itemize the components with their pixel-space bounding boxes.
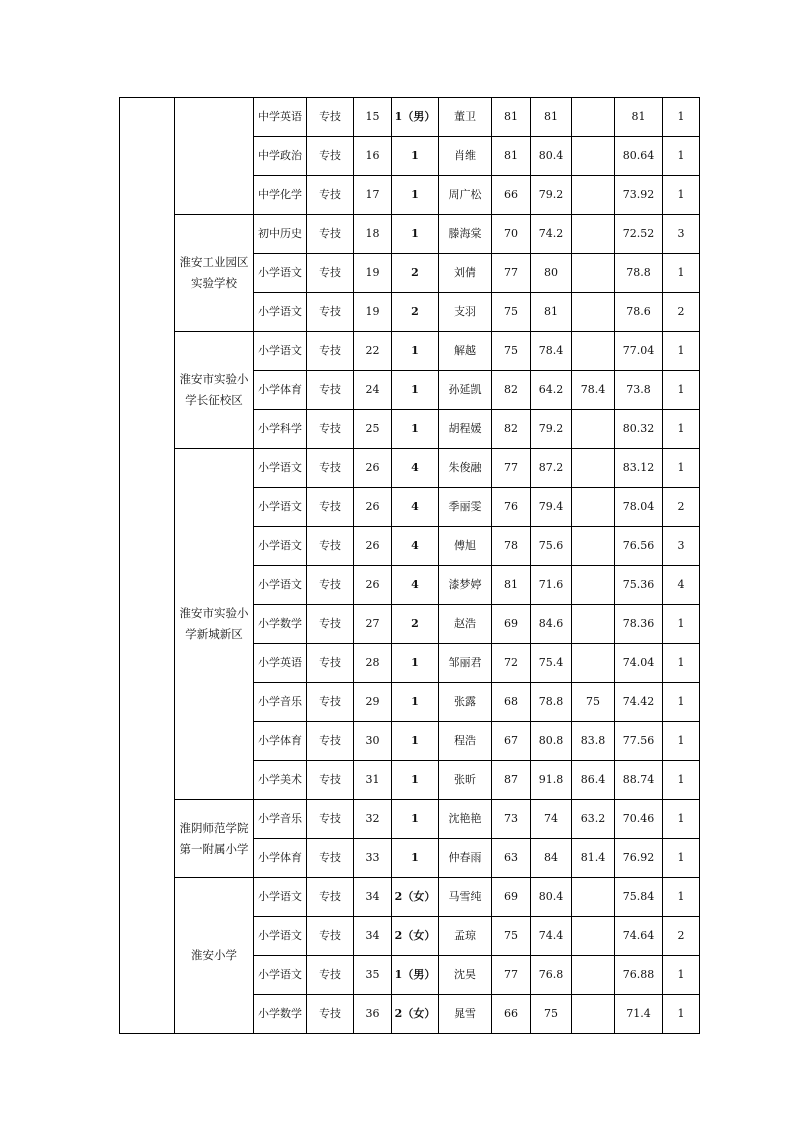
candidate-name-cell: 周广松 — [439, 176, 492, 215]
candidate-name-cell: 朱俊融 — [439, 449, 492, 488]
skill-score-cell — [572, 254, 615, 293]
total-score-cell: 74.42 — [615, 683, 663, 722]
quota-cell: 2（女） — [392, 917, 439, 956]
type-cell: 专技 — [307, 215, 354, 254]
type-cell: 专技 — [307, 839, 354, 878]
skill-score-cell — [572, 215, 615, 254]
post-number-cell: 26 — [354, 488, 392, 527]
skill-score-cell: 86.4 — [572, 761, 615, 800]
written-score-cell: 70 — [492, 215, 531, 254]
total-score-cell: 74.64 — [615, 917, 663, 956]
total-score-cell: 75.36 — [615, 566, 663, 605]
skill-score-cell — [572, 644, 615, 683]
interview-score-cell: 75.4 — [531, 644, 572, 683]
written-score-cell: 69 — [492, 605, 531, 644]
total-score-cell: 80.32 — [615, 410, 663, 449]
school-name-cell: 淮安市实验小学长征校区 — [175, 332, 254, 449]
written-score-cell: 77 — [492, 254, 531, 293]
rank-cell: 2 — [663, 293, 700, 332]
school-name-cell: 淮安小学 — [175, 878, 254, 1034]
rank-cell: 3 — [663, 215, 700, 254]
written-score-cell: 82 — [492, 371, 531, 410]
quota-cell: 1（男） — [392, 956, 439, 995]
total-score-cell: 81 — [615, 98, 663, 137]
interview-score-cell: 80.4 — [531, 137, 572, 176]
rank-cell: 1 — [663, 800, 700, 839]
rank-cell: 1 — [663, 605, 700, 644]
interview-score-cell: 81 — [531, 293, 572, 332]
candidate-name-cell: 程浩 — [439, 722, 492, 761]
rank-cell: 1 — [663, 683, 700, 722]
total-score-cell: 75.84 — [615, 878, 663, 917]
skill-score-cell — [572, 137, 615, 176]
subject-cell: 中学英语 — [254, 98, 307, 137]
quota-cell: 1 — [392, 839, 439, 878]
total-score-cell: 78.36 — [615, 605, 663, 644]
rank-cell: 1 — [663, 371, 700, 410]
written-score-cell: 68 — [492, 683, 531, 722]
total-score-cell: 70.46 — [615, 800, 663, 839]
subject-cell: 小学数学 — [254, 605, 307, 644]
quota-cell: 1 — [392, 800, 439, 839]
subject-cell: 小学语文 — [254, 449, 307, 488]
table-body — [120, 98, 700, 1034]
total-score-cell: 77.56 — [615, 722, 663, 761]
interview-score-cell: 74.2 — [531, 215, 572, 254]
subject-cell: 中学化学 — [254, 176, 307, 215]
quota-cell: 2 — [392, 254, 439, 293]
results-table — [119, 97, 700, 1034]
candidate-name-cell: 滕海棠 — [439, 215, 492, 254]
post-number-cell: 17 — [354, 176, 392, 215]
total-score-cell: 76.92 — [615, 839, 663, 878]
type-cell: 专技 — [307, 566, 354, 605]
type-cell: 专技 — [307, 605, 354, 644]
type-cell: 专技 — [307, 527, 354, 566]
table-row — [120, 215, 700, 254]
rank-cell: 3 — [663, 527, 700, 566]
type-cell: 专技 — [307, 449, 354, 488]
subject-cell: 小学语文 — [254, 527, 307, 566]
written-score-cell: 66 — [492, 176, 531, 215]
subject-cell: 小学体育 — [254, 839, 307, 878]
school-name-cell: 淮安市实验小学新城新区 — [175, 449, 254, 800]
candidate-name-cell: 胡程媛 — [439, 410, 492, 449]
skill-score-cell — [572, 332, 615, 371]
written-score-cell: 82 — [492, 410, 531, 449]
quota-cell: 1 — [392, 722, 439, 761]
interview-score-cell: 78.8 — [531, 683, 572, 722]
candidate-name-cell: 孟琼 — [439, 917, 492, 956]
candidate-name-cell: 解越 — [439, 332, 492, 371]
post-number-cell: 26 — [354, 566, 392, 605]
subject-cell: 小学音乐 — [254, 800, 307, 839]
type-cell: 专技 — [307, 98, 354, 137]
candidate-name-cell: 沈艳艳 — [439, 800, 492, 839]
rank-cell: 1 — [663, 449, 700, 488]
candidate-name-cell: 张露 — [439, 683, 492, 722]
candidate-name-cell: 刘倩 — [439, 254, 492, 293]
type-cell: 专技 — [307, 410, 354, 449]
post-number-cell: 18 — [354, 215, 392, 254]
post-number-cell: 22 — [354, 332, 392, 371]
rank-cell: 1 — [663, 878, 700, 917]
skill-score-cell — [572, 995, 615, 1034]
interview-score-cell: 79.2 — [531, 176, 572, 215]
total-score-cell: 83.12 — [615, 449, 663, 488]
interview-score-cell: 84 — [531, 839, 572, 878]
interview-score-cell: 71.6 — [531, 566, 572, 605]
interview-score-cell: 81 — [531, 98, 572, 137]
interview-score-cell: 75 — [531, 995, 572, 1034]
quota-cell: 2（女） — [392, 878, 439, 917]
written-score-cell: 73 — [492, 800, 531, 839]
quota-cell: 1 — [392, 644, 439, 683]
written-score-cell: 81 — [492, 137, 531, 176]
total-score-cell: 76.88 — [615, 956, 663, 995]
candidate-name-cell: 沈昊 — [439, 956, 492, 995]
type-cell: 专技 — [307, 761, 354, 800]
subject-cell: 小学语文 — [254, 566, 307, 605]
total-score-cell: 80.64 — [615, 137, 663, 176]
interview-score-cell: 74.4 — [531, 917, 572, 956]
written-score-cell: 75 — [492, 293, 531, 332]
post-number-cell: 16 — [354, 137, 392, 176]
rank-cell: 1 — [663, 995, 700, 1034]
rank-cell: 2 — [663, 917, 700, 956]
type-cell: 专技 — [307, 800, 354, 839]
subject-cell: 小学语文 — [254, 332, 307, 371]
candidate-name-cell: 董卫 — [439, 98, 492, 137]
post-number-cell: 35 — [354, 956, 392, 995]
total-score-cell: 71.4 — [615, 995, 663, 1034]
written-score-cell: 66 — [492, 995, 531, 1034]
interview-score-cell: 80.4 — [531, 878, 572, 917]
subject-cell: 初中历史 — [254, 215, 307, 254]
type-cell: 专技 — [307, 722, 354, 761]
skill-score-cell — [572, 449, 615, 488]
skill-score-cell: 83.8 — [572, 722, 615, 761]
post-number-cell: 26 — [354, 527, 392, 566]
post-number-cell: 25 — [354, 410, 392, 449]
skill-score-cell: 81.4 — [572, 839, 615, 878]
written-score-cell: 77 — [492, 956, 531, 995]
post-number-cell: 19 — [354, 293, 392, 332]
post-number-cell: 33 — [354, 839, 392, 878]
written-score-cell: 75 — [492, 332, 531, 371]
candidate-name-cell: 晁雪 — [439, 995, 492, 1034]
rank-cell: 1 — [663, 254, 700, 293]
written-score-cell: 67 — [492, 722, 531, 761]
candidate-name-cell: 赵浩 — [439, 605, 492, 644]
skill-score-cell — [572, 293, 615, 332]
written-score-cell: 78 — [492, 527, 531, 566]
subject-cell: 小学语文 — [254, 488, 307, 527]
quota-cell: 4 — [392, 449, 439, 488]
written-score-cell: 81 — [492, 566, 531, 605]
rank-cell: 1 — [663, 761, 700, 800]
quota-cell: 2（女） — [392, 995, 439, 1034]
skill-score-cell — [572, 605, 615, 644]
written-score-cell: 81 — [492, 98, 531, 137]
rank-cell: 1 — [663, 98, 700, 137]
total-score-cell: 78.8 — [615, 254, 663, 293]
candidate-name-cell: 肖维 — [439, 137, 492, 176]
quota-cell: 2 — [392, 293, 439, 332]
candidate-name-cell: 支羽 — [439, 293, 492, 332]
subject-cell: 小学英语 — [254, 644, 307, 683]
subject-cell: 小学语文 — [254, 878, 307, 917]
written-score-cell: 77 — [492, 449, 531, 488]
skill-score-cell — [572, 98, 615, 137]
table-row — [120, 800, 700, 839]
type-cell: 专技 — [307, 371, 354, 410]
skill-score-cell: 78.4 — [572, 371, 615, 410]
skill-score-cell — [572, 410, 615, 449]
total-score-cell: 78.04 — [615, 488, 663, 527]
post-number-cell: 15 — [354, 98, 392, 137]
type-cell: 专技 — [307, 176, 354, 215]
total-score-cell: 77.04 — [615, 332, 663, 371]
candidate-name-cell: 马雪纯 — [439, 878, 492, 917]
post-number-cell: 19 — [354, 254, 392, 293]
school-name-cell: 淮阴师范学院第一附属小学 — [175, 800, 254, 878]
quota-cell: 4 — [392, 488, 439, 527]
rank-cell: 1 — [663, 839, 700, 878]
post-number-cell: 36 — [354, 995, 392, 1034]
type-cell: 专技 — [307, 644, 354, 683]
post-number-cell: 30 — [354, 722, 392, 761]
total-score-cell: 73.8 — [615, 371, 663, 410]
quota-cell: 1（男） — [392, 98, 439, 137]
interview-score-cell: 79.2 — [531, 410, 572, 449]
quota-cell: 2 — [392, 605, 439, 644]
type-cell: 专技 — [307, 956, 354, 995]
rank-cell: 1 — [663, 722, 700, 761]
quota-cell: 1 — [392, 371, 439, 410]
candidate-name-cell: 张昕 — [439, 761, 492, 800]
quota-cell: 1 — [392, 410, 439, 449]
interview-score-cell: 76.8 — [531, 956, 572, 995]
post-number-cell: 32 — [354, 800, 392, 839]
subject-cell: 小学美术 — [254, 761, 307, 800]
subject-cell: 小学科学 — [254, 410, 307, 449]
interview-score-cell: 84.6 — [531, 605, 572, 644]
interview-score-cell: 75.6 — [531, 527, 572, 566]
type-cell: 专技 — [307, 488, 354, 527]
quota-cell: 1 — [392, 176, 439, 215]
post-number-cell: 34 — [354, 917, 392, 956]
rank-cell: 1 — [663, 410, 700, 449]
total-score-cell: 88.74 — [615, 761, 663, 800]
skill-score-cell — [572, 956, 615, 995]
total-score-cell: 76.56 — [615, 527, 663, 566]
skill-score-cell: 63.2 — [572, 800, 615, 839]
post-number-cell: 34 — [354, 878, 392, 917]
interview-score-cell: 78.4 — [531, 332, 572, 371]
skill-score-cell — [572, 917, 615, 956]
quota-cell: 4 — [392, 527, 439, 566]
quota-cell: 4 — [392, 566, 439, 605]
skill-score-cell — [572, 527, 615, 566]
candidate-name-cell: 傅旭 — [439, 527, 492, 566]
rank-cell: 4 — [663, 566, 700, 605]
school-name-cell — [175, 98, 254, 215]
subject-cell: 小学音乐 — [254, 683, 307, 722]
written-score-cell: 72 — [492, 644, 531, 683]
skill-score-cell — [572, 566, 615, 605]
post-number-cell: 31 — [354, 761, 392, 800]
post-number-cell: 24 — [354, 371, 392, 410]
table-row — [120, 878, 700, 917]
skill-score-cell — [572, 488, 615, 527]
subject-cell: 小学语文 — [254, 956, 307, 995]
interview-score-cell: 87.2 — [531, 449, 572, 488]
subject-cell: 小学体育 — [254, 722, 307, 761]
subject-cell: 小学体育 — [254, 371, 307, 410]
type-cell: 专技 — [307, 137, 354, 176]
total-score-cell: 78.6 — [615, 293, 663, 332]
total-score-cell: 74.04 — [615, 644, 663, 683]
post-number-cell: 28 — [354, 644, 392, 683]
type-cell: 专技 — [307, 254, 354, 293]
rank-cell: 1 — [663, 644, 700, 683]
rank-cell: 1 — [663, 332, 700, 371]
school-name-cell: 淮安工业园区实验学校 — [175, 215, 254, 332]
type-cell: 专技 — [307, 332, 354, 371]
skill-score-cell: 75 — [572, 683, 615, 722]
rank-cell: 1 — [663, 956, 700, 995]
interview-score-cell: 80 — [531, 254, 572, 293]
candidate-name-cell: 漆梦婷 — [439, 566, 492, 605]
interview-score-cell: 74 — [531, 800, 572, 839]
quota-cell: 1 — [392, 683, 439, 722]
post-number-cell: 27 — [354, 605, 392, 644]
quota-cell: 1 — [392, 761, 439, 800]
interview-score-cell: 80.8 — [531, 722, 572, 761]
candidate-name-cell: 邹丽君 — [439, 644, 492, 683]
interview-score-cell: 79.4 — [531, 488, 572, 527]
total-score-cell: 72.52 — [615, 215, 663, 254]
type-cell: 专技 — [307, 878, 354, 917]
post-number-cell: 26 — [354, 449, 392, 488]
skill-score-cell — [572, 878, 615, 917]
post-number-cell: 29 — [354, 683, 392, 722]
candidate-name-cell: 季丽雯 — [439, 488, 492, 527]
rank-cell: 2 — [663, 488, 700, 527]
subject-cell: 中学政治 — [254, 137, 307, 176]
total-score-cell: 73.92 — [615, 176, 663, 215]
quota-cell: 1 — [392, 215, 439, 254]
table-row — [120, 449, 700, 488]
candidate-name-cell: 仲春雨 — [439, 839, 492, 878]
table-row — [120, 98, 700, 137]
type-cell: 专技 — [307, 683, 354, 722]
category-cell — [120, 98, 175, 1034]
written-score-cell: 76 — [492, 488, 531, 527]
skill-score-cell — [572, 176, 615, 215]
written-score-cell: 87 — [492, 761, 531, 800]
rank-cell: 1 — [663, 137, 700, 176]
rank-cell: 1 — [663, 176, 700, 215]
type-cell: 专技 — [307, 995, 354, 1034]
subject-cell: 小学语文 — [254, 293, 307, 332]
quota-cell: 1 — [392, 137, 439, 176]
interview-score-cell: 91.8 — [531, 761, 572, 800]
type-cell: 专技 — [307, 917, 354, 956]
quota-cell: 1 — [392, 332, 439, 371]
subject-cell: 小学数学 — [254, 995, 307, 1034]
written-score-cell: 75 — [492, 917, 531, 956]
candidate-name-cell: 孙延凯 — [439, 371, 492, 410]
interview-score-cell: 64.2 — [531, 371, 572, 410]
subject-cell: 小学语文 — [254, 254, 307, 293]
written-score-cell: 63 — [492, 839, 531, 878]
subject-cell: 小学语文 — [254, 917, 307, 956]
table-row — [120, 332, 700, 371]
written-score-cell: 69 — [492, 878, 531, 917]
type-cell: 专技 — [307, 293, 354, 332]
